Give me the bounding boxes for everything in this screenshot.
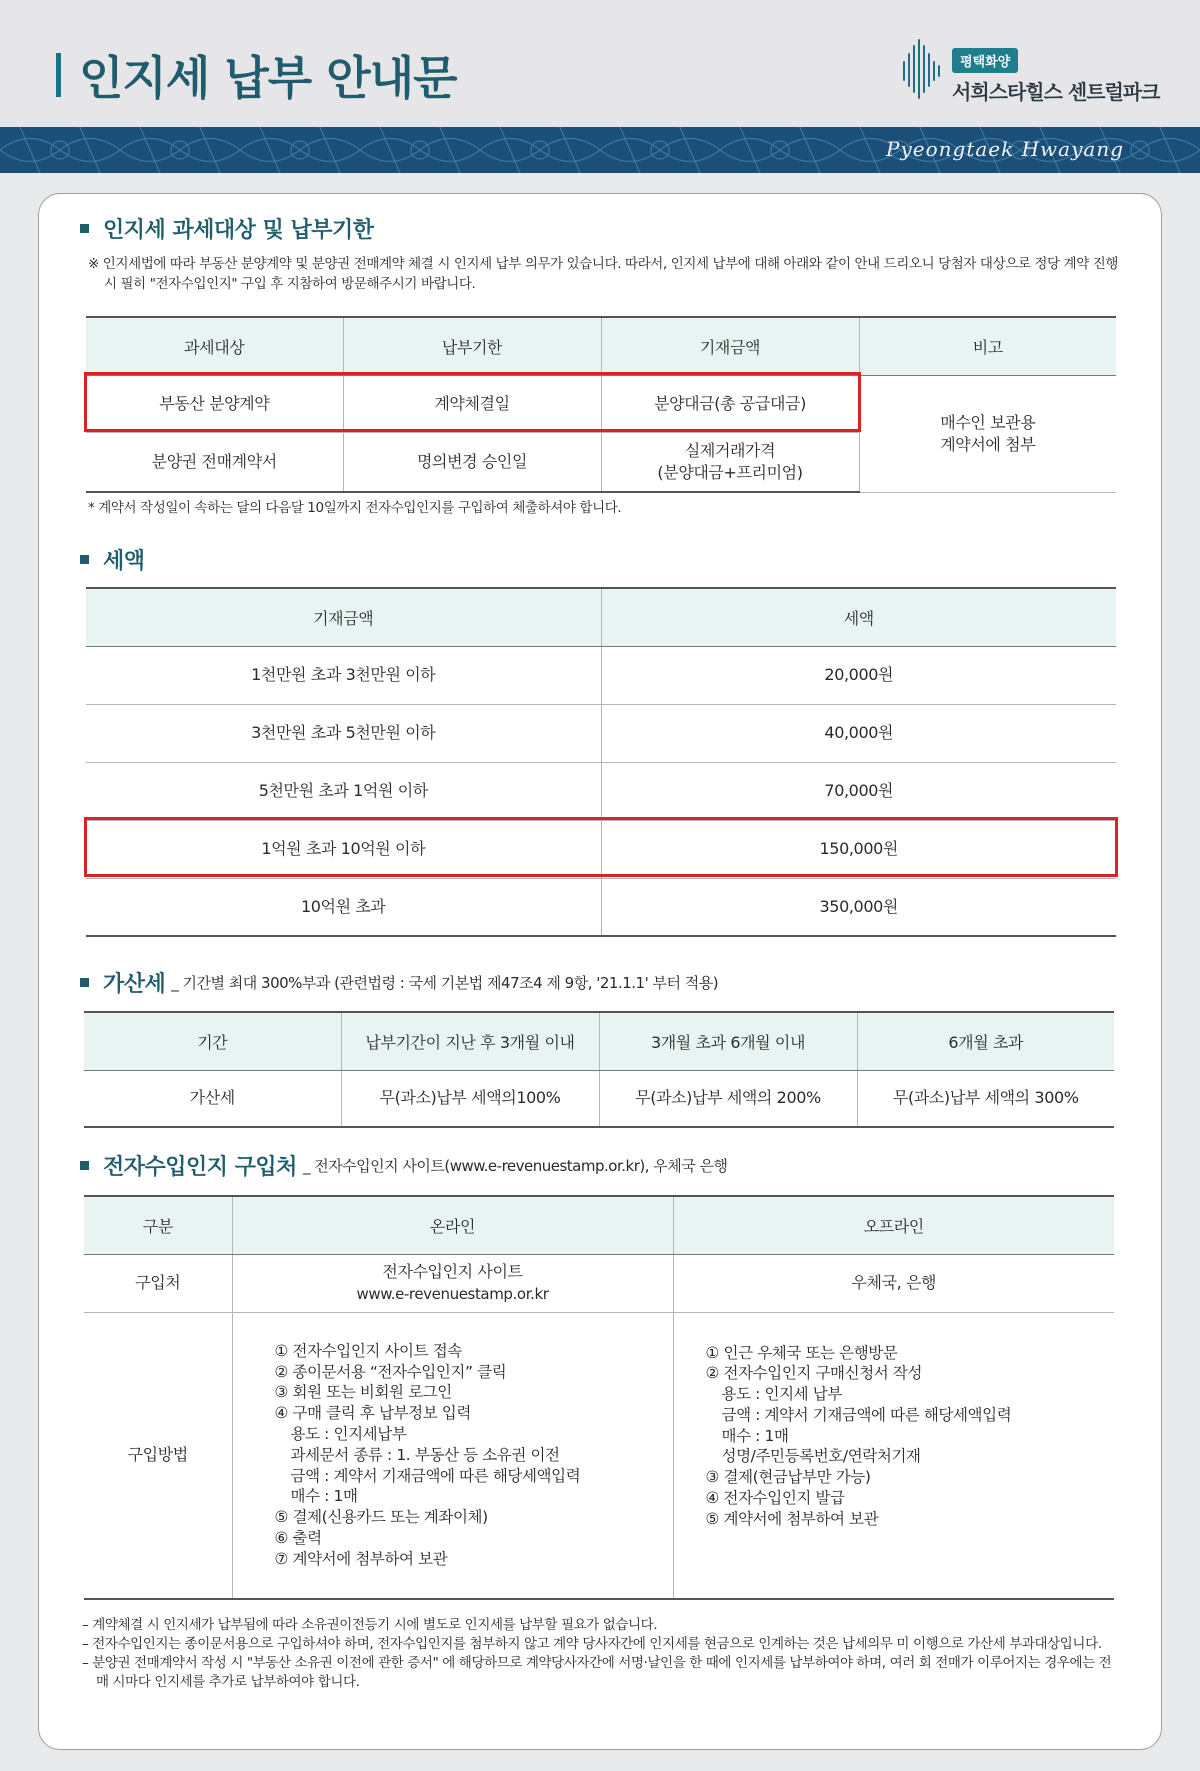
page-title-text: 인지세 납부 안내문 <box>79 51 457 105</box>
cell: 부동산 분양계약 <box>86 375 343 432</box>
th-period: 기간 <box>84 1012 341 1070</box>
bullet-square-icon <box>80 1161 89 1170</box>
remark-line: 계약서에 첨부 <box>940 434 1036 454</box>
section1-title <box>80 213 374 244</box>
section2-title <box>80 544 145 575</box>
cell: 무(과소)납부 세액의 300% <box>857 1070 1114 1127</box>
purchase-table <box>84 1195 1114 1600</box>
section1-note: ※ 인지세법에 따라 부동산 분양계약 및 분양권 전매계약 체결 시 인지세 납부 의무가 있습니다. 따라서, 인지세 납부에 대해 아래와 같이 안내 드리오니 당첨자 대상으로 정당 계약 진행 시 필히 "전자수입인지" 구입 후 지참하여 방문해주시기 바랍니다. <box>88 256 1119 292</box>
section3-title-text: 가산세 <box>103 972 166 997</box>
bullet-square-icon <box>80 224 89 233</box>
section2-title-text: 세액 <box>103 549 145 574</box>
step: 용도 : 인지세 납부 <box>721 1385 842 1404</box>
step: ④ 전자수입인지 발급 <box>705 1489 845 1508</box>
section1-footnote: * 계약서 작성일이 속하는 달의 다음달 10일까지 전자수입인지를 구입하여 체출하셔야 합니다. <box>88 500 622 516</box>
brand-badge: 평택화양 <box>952 48 1018 73</box>
cell: 3천만원 초과 5천만원 이하 <box>86 704 601 762</box>
step: ① 인근 우체국 또는 은행방문 <box>705 1343 898 1362</box>
cell <box>232 1254 673 1312</box>
cell: 1천만원 초과 3천만원 이하 <box>86 646 601 704</box>
bullet-square-icon <box>80 978 89 987</box>
cell: 20,000원 <box>601 646 1116 704</box>
th-amount: 기재금액 <box>86 588 601 646</box>
th-remark: 비고 <box>859 317 1116 375</box>
step: 용도 : 인지세납부 <box>290 1425 407 1444</box>
cell-line: 전자수입인지 사이트 <box>382 1262 523 1281</box>
online-steps <box>232 1312 673 1599</box>
cell: 70,000원 <box>601 762 1116 820</box>
cell <box>601 432 859 492</box>
remark-line: 매수인 보관용 <box>940 412 1036 432</box>
th-online: 온라인 <box>232 1196 673 1254</box>
cell-line: www.e-revenuestamp.or.kr <box>356 1285 549 1303</box>
cell: 무(과소)납부 세액의100% <box>341 1070 599 1127</box>
step: 매수 : 1매 <box>721 1426 789 1445</box>
th-deadline: 납부기한 <box>343 317 601 375</box>
footnote-item: – 전자수입인지는 종이문서용으로 구입하셔야 하며, 전자수입인지를 첨부하지 않고 계약 당사자간에 인지세를 현금으로 인계하는 것은 납세의무 미 이행으로 가산세 부과대상입니다. <box>82 1636 1102 1652</box>
step: ① 전자수입인지 사이트 접속 <box>274 1341 462 1360</box>
section3-title <box>80 967 718 998</box>
step: 과세문서 종류 : 1. 부동산 등 소유권 이전 <box>290 1445 560 1464</box>
footnote-item: – 분양권 전매계약서 작성 시 "부동산 소유권 이전에 관한 증서" 에 해당하므로 계약당사자간에 서명·날인을 한 때에 인지세를 납부하여야 하며, 여러 회 전매가 이루어지는 경우에는 전매 시마다 인지세를 추가로 납부하여야 합니다. <box>82 1655 1112 1690</box>
cell: 150,000원 <box>601 820 1116 878</box>
cell: 분양권 전매계약서 <box>86 432 343 492</box>
cell: 5천만원 초과 1억원 이하 <box>86 762 601 820</box>
th-within-3m: 납부기간이 지난 후 3개월 이내 <box>341 1012 599 1070</box>
section4-subtitle: _ 전자수입인지 사이트(www.e-revenuestamp.or.kr), 우체국 은행 <box>302 1157 728 1175</box>
section3-subtitle: _ 기간별 최대 300%부과 (관련법령 : 국세 기본법 제47조4 제 9항, '21.1.1' 부터 적용) <box>171 974 719 992</box>
step: ② 전자수입인지 구매신청서 작성 <box>705 1364 923 1383</box>
step: ③ 결제(현금납부만 가능) <box>705 1468 871 1487</box>
cell: 계약체결일 <box>343 375 601 432</box>
section1-title-text: 인지세 과세대상 및 납부기한 <box>103 218 374 243</box>
step: 매수 : 1매 <box>290 1487 358 1506</box>
tax-amount-table <box>86 587 1116 937</box>
remark-cell <box>859 375 1116 492</box>
th-tax: 세액 <box>601 588 1116 646</box>
brand-mark-icon <box>900 36 942 102</box>
bullet-square-icon <box>80 555 89 564</box>
step: 금액 : 계약서 기재금액에 따른 해당세액입력 <box>290 1466 581 1485</box>
band-script-text: Pyeongtaek Hwayang <box>886 137 1124 161</box>
cell: 우체국, 은행 <box>673 1254 1114 1312</box>
cell: 무(과소)납부 세액의 200% <box>599 1070 857 1127</box>
cell-line: 실제거래가격 <box>684 440 776 460</box>
step: ② 종이문서용 “전자수입인지” 클릭 <box>274 1362 507 1381</box>
th-3m-6m: 3개월 초과 6개월 이내 <box>599 1012 857 1070</box>
cell: 350,000원 <box>601 878 1116 936</box>
step: ④ 구매 클릭 후 납부정보 입력 <box>274 1404 471 1423</box>
step: ⑦ 계약서에 첨부하여 보관 <box>274 1549 448 1568</box>
step: ⑥ 출력 <box>274 1529 322 1548</box>
brand-logo <box>900 36 1170 106</box>
section4-title <box>80 1150 727 1181</box>
cell: 명의변경 승인일 <box>343 432 601 492</box>
footnote-item: – 계약체결 시 인지세가 납부됨에 따라 소유권이전등기 시에 별도로 인지세를 납부할 필요가 없습니다. <box>82 1617 658 1633</box>
cell: 분양대금(총 공급대금) <box>601 375 859 432</box>
th-category: 구분 <box>84 1196 232 1254</box>
step: ⑤ 결제(신용카드 또는 계좌이체) <box>274 1508 488 1527</box>
header-band <box>0 127 1200 173</box>
title-bar <box>56 53 61 97</box>
th-over-6m: 6개월 초과 <box>857 1012 1114 1070</box>
cell: 가산세 <box>84 1070 341 1127</box>
step: 성명/주민등록번호/연락처기재 <box>721 1447 921 1466</box>
th-amount: 기재금액 <box>601 317 859 375</box>
cell: 1억원 초과 10억원 이하 <box>86 820 601 878</box>
cell-line: (분양대금+프리미엄) <box>657 462 803 482</box>
th-offline: 오프라인 <box>673 1196 1114 1254</box>
taxable-table <box>86 316 1116 493</box>
step: ⑤ 계약서에 첨부하여 보관 <box>705 1509 879 1528</box>
page-title <box>56 42 457 108</box>
step: 금액 : 계약서 기재금액에 따른 해당세액입력 <box>721 1405 1012 1424</box>
footnotes <box>82 1616 1122 1692</box>
section4-title-text: 전자수입인지 구입처 <box>103 1155 297 1180</box>
step: ③ 회원 또는 비회원 로그인 <box>274 1383 452 1402</box>
brand-name: 서희스타힐스 센트럴파크 <box>952 80 1160 104</box>
cell: 40,000원 <box>601 704 1116 762</box>
page-header <box>0 0 1200 127</box>
cell: 구입처 <box>84 1254 232 1312</box>
cell: 구입방법 <box>84 1312 232 1599</box>
cell: 10억원 초과 <box>86 878 601 936</box>
penalty-table <box>84 1011 1114 1128</box>
th-taxable: 과세대상 <box>86 317 343 375</box>
offline-steps <box>673 1312 1114 1599</box>
